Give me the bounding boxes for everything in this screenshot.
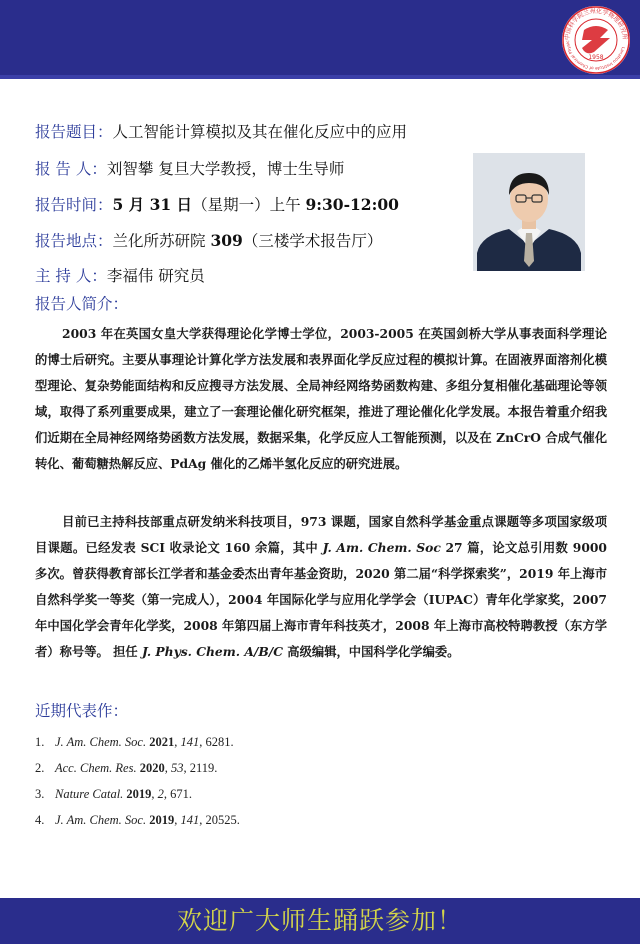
list-item: 2. Acc. Chem. Res. 2020, 53, 2119. <box>35 761 218 775</box>
bio-p2-text-c: 高级编辑，中国科学化学编委。 <box>283 644 460 659</box>
topic-label: 报告题目： <box>35 123 113 141</box>
bio-p1-text: 2003 年在英国女皇大学获得理论化学博士学位，2003-2005 在英国剑桥大学从事表面科学理论的博士后研究。主要从事理论计算化学方法发展和表界面化学反应过程的模拟计算。在固液界面溶剂化模型理论、复杂势能面结构和反应搜寻方法发展、全局神经网络势函数构建、多组分复相催化基础理论等领域，取得了系列重要成果，建立了一套理论催化研究框架，推进了理论催化化学发展。本报告着重介绍我们近期在全局神经网络势函数方法发展，数据采集，化学反应人工智能预测，以及在 ZnCrO 合成气催化转化、葡萄糖热解反应、PdAg 催化的乙烯半氢化反应的研究进展。 <box>35 326 607 471</box>
place-label: 报告地点： <box>35 232 113 250</box>
bio-p2-text-a: 目前已主持科技部重点研发纳米科技项目，973 课题，国家自然科学基金重点课题等多项国家级项目课题。已经发表 SCI 收录论文 160 余篇，其中 <box>35 514 607 555</box>
host-row <box>35 264 205 286</box>
header-band-edge <box>0 75 640 79</box>
list-item: 1. J. Am. Chem. Soc. 2021, 141, 6281. <box>35 735 234 749</box>
speaker-label: 报 告 人： <box>35 160 107 178</box>
speaker-title: 复旦大学教授，博士生导师 <box>158 160 345 178</box>
bio-p2-jacs: J. Am. Chem. Soc <box>322 540 441 555</box>
time-weekday: （星期一）上午 <box>192 196 301 214</box>
bio-p2-jpc: J. Phys. Chem. A/B/C <box>141 644 284 659</box>
bio-paragraph-1 <box>35 321 607 477</box>
bio-title: 报告人简介： <box>35 295 129 313</box>
speaker-name: 刘智攀 <box>106 160 154 178</box>
list-item: 3. Nature Catal. 2019, 2, 671. <box>35 787 193 801</box>
publication-list <box>35 732 240 836</box>
welcome-message: 欢迎广大师生踊跃参加！ <box>176 906 463 935</box>
topic-row <box>35 120 407 142</box>
institute-logo <box>556 4 636 76</box>
speaker-portrait-icon <box>473 153 585 271</box>
place-room: 309 <box>210 231 243 250</box>
speaker-row <box>35 157 344 179</box>
pubs-title: 近期代表作： <box>35 702 129 720</box>
time-row <box>35 193 399 215</box>
time-date: 5 月 31 日 <box>112 195 193 214</box>
host-value: 李福伟 研究员 <box>106 267 205 285</box>
bio-p2-text-b: 27 篇，论文总引用数 9000 多次。曾获得教育部长江学者和基金委杰出青年基金资助，2020 第二届“科学探索奖”，2019 年上海市自然科学奖一等奖（第一完成人），2004 年国际化学与应用化学学会（IUPAC）青年化学家奖，2007 年中国化学会青年化学奖，2008 年第四届上海市青年科技英才，2008 年上海市高校特聘教授（东方学者）称号等。 担任 <box>35 540 607 659</box>
logo-ring-text-en: Lanzhou Institute of Chemical Physic <box>564 40 627 72</box>
speaker-photo <box>473 153 585 271</box>
logo-year: 1958 <box>588 54 604 61</box>
topic-value: 人工智能计算模拟及其在催化反应中的应用 <box>112 123 408 141</box>
place-value-b: （三楼学术报告厅） <box>242 232 383 250</box>
place-row <box>35 229 382 251</box>
logo-ring-text: 中国科学院兰州化学物理研究所 <box>563 7 629 41</box>
bio-paragraph-2 <box>35 509 607 665</box>
place-value-a: 兰化所苏研院 <box>112 232 206 250</box>
header-band <box>0 0 640 75</box>
time-hours: 9:30-12:00 <box>305 195 399 214</box>
time-label: 报告时间： <box>35 196 113 214</box>
host-label: 主 持 人： <box>35 267 107 285</box>
list-item: 4. J. Am. Chem. Soc. 2019, 141, 20525. <box>35 813 240 827</box>
